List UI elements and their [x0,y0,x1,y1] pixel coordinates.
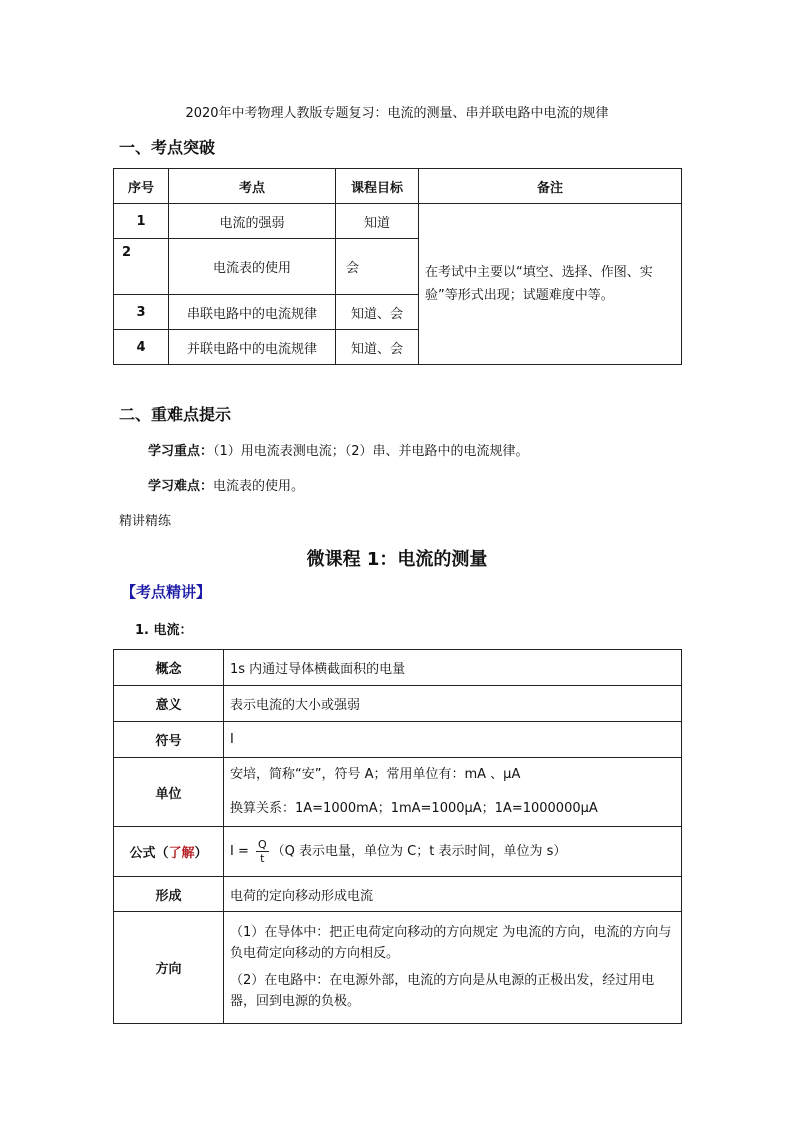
document-title: 2020年中考物理人教版专题复习：电流的测量、串并联电路中电流的规律 [185,106,609,121]
focus-text: （1）用电流表测电流；（2）串、并电路中的电流规律。 [213,444,529,459]
formula-label-text: 公式（ [129,846,169,861]
formula-label-emphasis: 了解 [168,846,195,861]
row-index: 2 [114,239,169,295]
row-topic: 串联电路中的电流规律 [169,295,336,330]
row-goal: 会 [336,239,419,295]
meaning-label: 意义 [114,686,224,722]
unit-label: 单位 [114,758,224,827]
section-heading-difficulties: 二、重难点提示 [119,405,232,424]
meaning-value: 表示电流的大小或强弱 [224,686,682,722]
table-row [114,650,682,686]
header-index: 序号 [114,169,169,204]
difficulty-label: 学习难点： [148,479,214,494]
formula-prefix: I = [230,844,249,859]
practice-label: 精讲精练 [119,514,172,529]
table-row [114,912,682,1024]
direction-value [224,912,682,1024]
remark-cell: 在考试中主要以“填空、选择、作图、实验”等形式出现；试题难度中等。 [419,204,682,365]
table-row [114,722,682,758]
formula-label-close: ） [194,846,208,861]
row-topic: 电流的强弱 [169,204,336,239]
item-current-label: 1. 电流： [135,623,193,638]
section-heading-key-points: 一、考点突破 [119,138,216,157]
row-index: 1 [114,204,169,239]
learning-focus [148,440,529,459]
row-goal: 知道、会 [336,295,419,330]
formula-value [224,827,682,877]
formula-denominator: t [260,852,265,865]
key-points-table [113,168,682,365]
table-row [114,204,682,239]
unit-line-1: 安培，简称“安”，符号 A；常用单位有：mA 、μA [230,767,521,782]
direction-paragraph-2: （2）在电路中：在电源外部，电流的方向是从电源的正极出发，经过用电器，回到电源的负极。 [230,972,655,1009]
unit-value [224,758,682,827]
formula-numerator: Q [258,838,267,851]
concept-label: 概念 [114,650,224,686]
lesson-title: 微课程 1：电流的测量 [306,549,488,570]
table-row [114,686,682,722]
direction-paragraph-1: （1）在导体中：把正电荷定向移动的方向规定 为电流的方向，电流的方向与负电荷定向移动的方向相反。 [230,924,672,961]
formation-label: 形成 [114,877,224,912]
formula-fraction [256,838,269,865]
symbol-label: 符号 [114,722,224,758]
symbol-value: I [224,722,682,758]
header-remark: 备注 [419,169,682,204]
table-row [114,877,682,912]
formula-note: （Q 表示电量，单位为 C；t 表示时间，单位为 s） [271,844,567,859]
row-goal: 知道 [336,204,419,239]
unit-line-2: 换算关系：1A=1000mA；1mA=1000μA；1A=1000000μA [230,801,598,816]
formation-value: 电荷的定向移动形成电流 [224,877,682,912]
focus-label: 学习重点： [148,444,214,459]
header-topic: 考点 [169,169,336,204]
row-index: 4 [114,330,169,365]
bracket-label: 【考点精讲】 [121,583,212,601]
header-goal: 课程目标 [336,169,419,204]
row-goal: 知道、会 [336,330,419,365]
current-table [113,649,682,1024]
concept-value: 1s 内通过导体横截面积的电量 [224,650,682,686]
difficulty-text: 电流表的使用。 [213,479,305,494]
row-index: 3 [114,295,169,330]
table-header-row [114,169,682,204]
row-topic: 电流表的使用 [169,239,336,295]
formula-label [114,827,224,877]
learning-difficulty [148,475,304,494]
direction-label: 方向 [114,912,224,1024]
row-topic: 并联电路中的电流规律 [169,330,336,365]
table-row [114,827,682,877]
table-row [114,758,682,827]
